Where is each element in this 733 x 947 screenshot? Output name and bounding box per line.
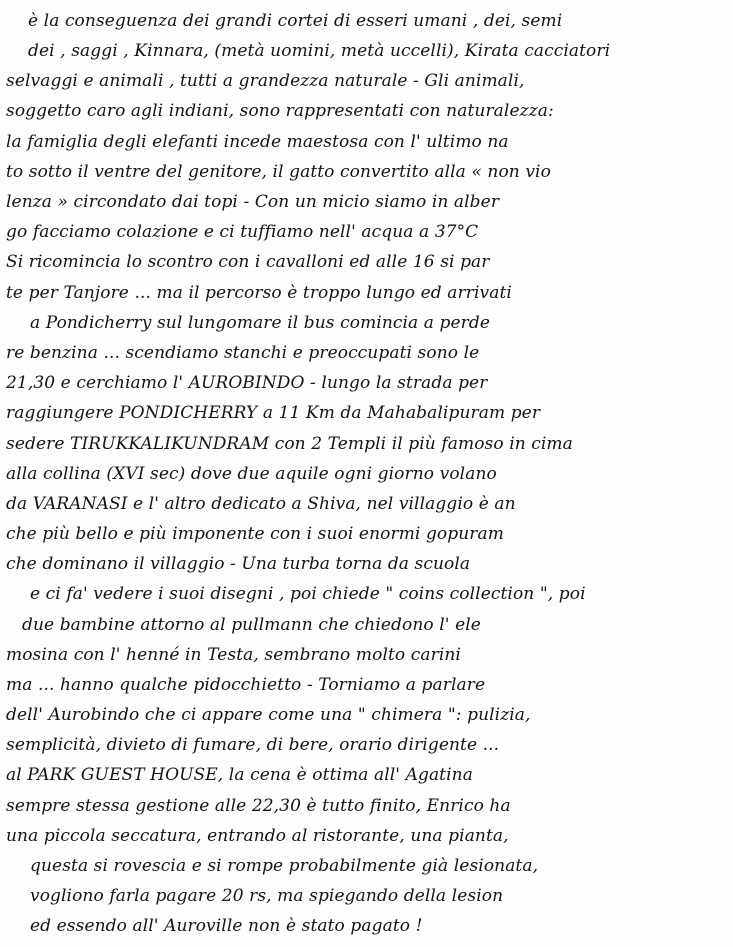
text-line: mosina con l' henné in Testa, sembrano molto carini (6, 645, 461, 665)
text-line: una piccola seccatura, entrando al ristorante, una pianta, (6, 826, 509, 846)
text-line: è la conseguenza dei grandi cortei di esseri umani , dei, semi (28, 11, 563, 31)
text-line: lenza » circondato dai topi - Con un micio siamo in alber (6, 192, 500, 212)
text-line: ed essendo all' Auroville non è stato pagato ! (30, 916, 423, 936)
text-line: a Pondicherry sul lungomare il bus comincia a perde (30, 313, 491, 333)
text-line: 21,30 e cerchiamo l' AUROBINDO - lungo la strada per (6, 373, 488, 393)
text-line: selvaggi e animali , tutti a grandezza naturale - Gli animali, (6, 71, 525, 91)
text-line: soggetto caro agli indiani, sono rappresentati con naturalezza: (6, 101, 554, 121)
text-line: re benzina ... scendiamo stanchi e preoccupati sono le (6, 343, 480, 363)
text-line: semplicità, divieto di fumare, di bere, orario dirigente ... (6, 735, 500, 755)
text-line: sedere TIRUKKALIKUNDRAM con 2 Templi il più famoso in cima (6, 434, 573, 454)
text-line: da VARANASI e l' altro dedicato a Shiva, nel villaggio è an (6, 494, 516, 514)
text-line: raggiungere PONDICHERRY a 11 Km da Mahabalipuram per (6, 403, 541, 423)
text-line: che dominano il villaggio - Una turba torna da scuola (6, 554, 471, 574)
text-line: questa si rovescia e si rompe probabilmente già lesionata, (30, 856, 539, 876)
text-line: Si ricomincia lo scontro con i cavalloni ed alle 16 si par (6, 252, 490, 272)
text-line: dei , saggi , Kinnara, (metà uomini, metà uccelli), Kirata cacciatori (28, 41, 611, 61)
text-line: dell' Aurobindo che ci appare come una " chimera ": pulizia, (6, 705, 531, 725)
text-line: al PARK GUEST HOUSE, la cena è ottima all' Agatina (6, 765, 473, 785)
text-line: vogliono farla pagare 20 rs, ma spiegando della lesion (30, 886, 504, 906)
text-line: to sotto il ventre del genitore, il gatto convertito alla « non vio (6, 162, 551, 182)
text-line: go facciamo colazione e ci tuffiamo nell' acqua a 37°C (6, 222, 479, 242)
text-line: ma ... hanno qualche pidocchietto - Torniamo a parlare (6, 675, 486, 695)
text-line: sempre stessa gestione alle 22,30 è tutto finito, Enrico ha (6, 796, 511, 816)
text-line: e ci fa' vedere i suoi disegni , poi chiede " coins collection ", poi (30, 584, 586, 604)
text-line: che più bello e più imponente con i suoi enormi gopuram (6, 524, 504, 544)
text-line: te per Tanjore ... ma il percorso è troppo lungo ed arrivati (6, 283, 512, 303)
text-line: alla collina (XVI sec) dove due aquile ogni giorno volano (6, 464, 497, 484)
text-line: due bambine attorno al pullmann che chiedono l' ele (22, 615, 481, 635)
text-line: la famiglia degli elefanti incede maestosa con l' ultimo na (6, 132, 509, 152)
